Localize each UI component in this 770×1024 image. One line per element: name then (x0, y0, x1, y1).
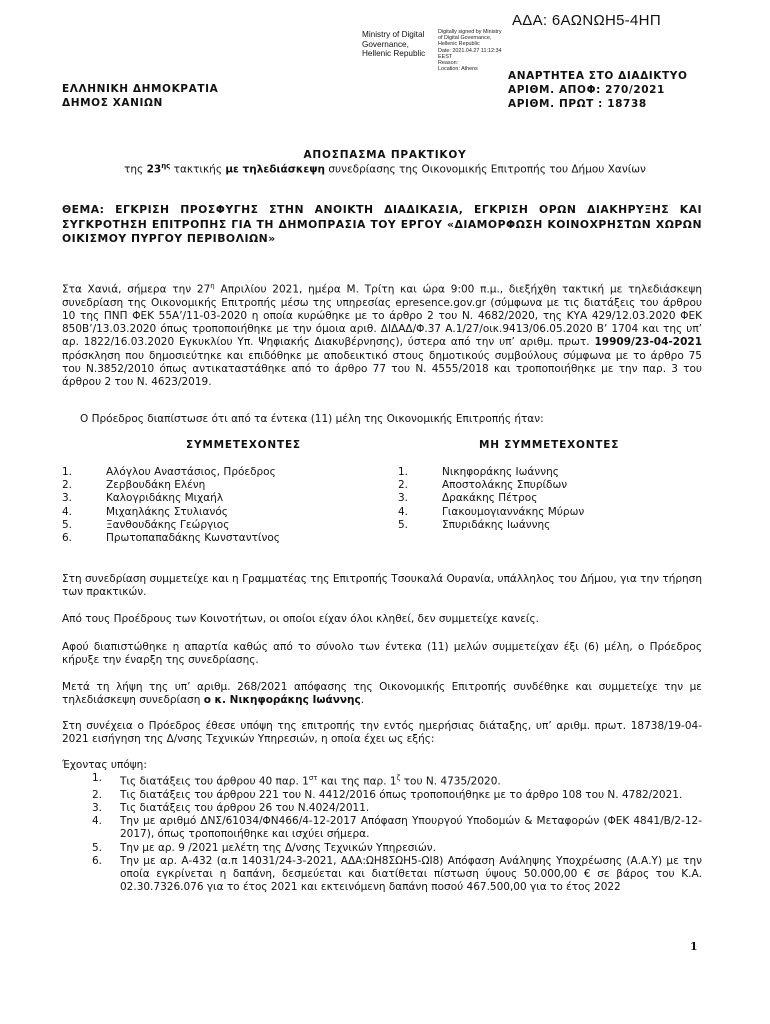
member-name: Μιχαηλάκης Στυλιανός (106, 505, 228, 518)
list-item (62, 855, 702, 895)
list-item (62, 519, 280, 532)
quorum-paragraph: Αφού διαπιστώθηκε η απαρτία καθώς από το σύνολο των έντεκα (11) μελών συμμετείχαν έξι (6) μέλη, ο Πρόεδρος κήρυξε την έναρξη της συνεδρίασης. (62, 641, 702, 667)
secretary-paragraph: Στη συνεδρίαση συμμετείχε και η Γραμματέας της Επιτροπής Τσουκαλά Ουρανία, υπάλληλος του Δήμου, για την τήρηση των πρακτικών. (62, 573, 702, 599)
list-item (62, 506, 280, 519)
item-number: 5. (398, 518, 409, 531)
signature-organization (362, 30, 425, 59)
item-text: Τις διατάξεις του άρθρου 26 του Ν.4024/2011. (120, 801, 370, 814)
member-name: Αλόγλου Αναστάσιος, Πρόεδρος (106, 466, 276, 478)
issuer-block (62, 82, 218, 110)
signature-detail-line: Location: Athens (438, 66, 478, 73)
member-name: Αποστολάκης Σπυρίδων (442, 479, 568, 492)
late-joiner-paragraph (62, 681, 702, 707)
issuer-municipality: ΔΗΜΟΣ ΧΑΝΙΩΝ (62, 97, 163, 109)
list-item (62, 479, 280, 492)
communities-paragraph: Από τους Προέδρους των Κοινοτήτων, οι οποίοι είχαν όλοι κληθεί, δεν συμμετείχε κανείς. (62, 613, 539, 625)
member-name: Ζερβουδάκη Ελένη (106, 479, 206, 492)
intro-part: Στα Χανιά, σήμερα την 27 (62, 283, 211, 296)
intro-part: πρόσκληση που δημοσιεύτηκε και επιδόθηκε με αποδεικτικό στους δημοτικούς συμβούλους σύμφωνα με το άρθρο 75 του Ν.3852/2010 όπως αντικαταστάθηκε από το άρθρο 77 του Ν. 4555/2018 και τροποποιήθηκε με την παρ. 3 του άρθρου 2 του Ν. 4623/2019. (62, 349, 702, 388)
subject-heading: ΘΕΜΑ: ΕΓΚΡΙΣΗ ΠΡΟΣΦΥΓΗΣ ΣΤΗΝ ΑΝΟΙΚΤΗ ΔΙΑΔΙΚΑΣΙΑ, ΕΓΚΡΙΣΗ ΟΡΩΝ ΔΙΑΚΗΡΥΞΗΣ ΚΑΙ ΣΥΓΚΡΟΤΗΣΗ ΕΠΙΤΡΟΠΗΣ ΓΙΑ ΤΗ ΔΗΜΟΠΡΑΣΙΑ ΤΟΥ ΕΡΓΟΥ «ΔΙΑΜΟΡΦΩΣΗ ΚΟΙΝΟΧΡΗΣΤΩΝ ΧΩΡΩΝ ΟΙΚΙΣΜΟΥ ΠΥΡΓΟΥ ΠΕΡΙΒΟΛΙΩΝ» (62, 203, 702, 245)
late-joiner-text: Μετά τη λήψη της υπ’ αριθμ. 268/2021 απόφασης της Οικονομικής Επιτροπής συνδέθηκε και συμμετείχε την με τηλεδιάσκεψη συνεδρίαση (62, 681, 702, 707)
subtitle-bold: με τηλεδιάσκεψη (225, 163, 326, 176)
item-sup: ζ (396, 774, 401, 782)
item-text: Την με αριθμό ΔΝΣ/61034/ΦΝ466/4-12-2017 Απόφαση Υπουργού Υποδομών & Μεταφορών (ΦΕΚ 4841/Β/2-12-2017), όπως τροποποιήθηκε και ισχύει σήμερα. (120, 815, 702, 841)
item-text-part: Τις διατάξεις του άρθρου 40 παρ. 1 (120, 775, 309, 788)
absent-list (398, 466, 584, 532)
list-item (62, 802, 702, 815)
item-number: 4. (398, 505, 409, 518)
signature-org-line: Ministry of Digital (362, 30, 425, 39)
member-name: Γιακουμογιαννάκης Μύρων (442, 505, 585, 518)
ada-code: ΑΔΑ: 6ΑΩΝΩΗ5-4ΗΠ (512, 12, 661, 29)
item-text: Τις διατάξεις του άρθρου 221 του Ν. 4412/2016 όπως τροποποιήθηκε με το άρθρο 108 του Ν. 4782/2021. (120, 788, 683, 801)
item-number: 4. (92, 815, 103, 828)
invitation-number: 19909/23-04-2021 (594, 336, 702, 349)
page-number: 1 (690, 940, 698, 953)
list-item (398, 492, 584, 505)
list-item (62, 532, 280, 545)
subtitle-post: συνεδρίασης της Οικονομικής Επιτροπής του Δήμου Χανίων (325, 163, 646, 176)
item-number: 2. (92, 788, 103, 801)
signature-org-line: Hellenic Republic (362, 49, 426, 58)
item-text: Την με αρ. 9 /2021 μελέτη της Δ/νσης Τεχνικών Υπηρεσιών. (120, 841, 436, 854)
publish-online-label: ΑΝΑΡΤΗΤΕΑ ΣΤΟ ΔΙΑΔΙΚΤΥΟ (508, 70, 688, 82)
item-number: 2. (398, 479, 409, 492)
decision-number: ΑΡΙΘΜ. ΑΠΟΦ: 270/2021 (508, 84, 665, 96)
list-item (62, 842, 702, 855)
item-number: 5. (62, 518, 73, 531)
list-item (398, 466, 584, 479)
item-number: 4. (62, 505, 73, 518)
item-number: 3. (398, 492, 409, 505)
item-number: 1. (92, 772, 103, 784)
list-item (62, 492, 280, 505)
signature-detail-line: Reason: (438, 60, 459, 67)
list-item (62, 466, 280, 479)
list-item (62, 789, 702, 802)
signature-detail-line: EEST (438, 53, 453, 60)
issuer-country: ΕΛΛΗΝΙΚΗ ΔΗΜΟΚΡΑΤΙΑ (62, 83, 219, 95)
list-item (398, 479, 584, 492)
member-name: Πρωτοπαπαδάκης Κωνσταντίνος (106, 532, 280, 545)
list-item (398, 519, 584, 532)
item-number: 2. (62, 479, 73, 492)
member-name: Σπυριδάκης Ιωάννης (442, 518, 551, 531)
intro-part: Απριλίου 2021, ημέρα Μ. Τρίτη και ώρα 9:00 π.μ., διεξήχθη τακτική με τηλεδιάσκεψη συνεδρίαση της Οικονομικής Επιτροπής μέσω της υπηρεσίας epresence.gov.gr (σύμφωνα με τις διατάξεις του άρθρου 10 της ΠΝΠ ΦΕΚ 55Α’/11-03-2020 η οποία κυρώθηκε με το άρθρο 2 του Ν. 4682/2020, της ΚΥΑ 429/12.03.2020 ΦΕΚ 850Β’/13.03.2020 όπως τροποποιήθηκε με την όμοια αριθ. ΔΙΔΑΔ/Φ.37 Α.1/27/οικ.9413/06.05.2020 Β’ 1704 και της υπ’ αρ. 1822/16.03.2020 Εγκυκλίου Υπ. Ψηφιακής Διακυβέρνησης), ύστερα από την υπ’ αριθμ. πρωτ. (62, 283, 702, 349)
late-joiner-end: . (360, 694, 365, 707)
member-name: Δρακάκης Πέτρος (442, 492, 538, 505)
signature-org-line: Governance, (362, 39, 409, 49)
member-name: Καλογριδάκης Μιχαήλ (106, 492, 224, 505)
intro-paragraph (62, 280, 702, 389)
subtitle-pre: της (124, 163, 147, 176)
member-name: Νικηφοράκης Ιωάννης (442, 466, 559, 478)
present-title: ΣΥΜΜΕΤΕΧΟΝΤΕΣ (186, 439, 301, 451)
signature-detail-line: Date: 2021.04.27 11:12:34 (438, 47, 502, 54)
item-number: 3. (62, 492, 73, 505)
signature-detail-line: of Digital Governance, (438, 35, 492, 42)
list-item (62, 815, 702, 841)
item-number: 3. (92, 801, 103, 814)
list-item (62, 772, 702, 789)
item-text-part: του Ν. 4735/2020. (400, 775, 501, 788)
intro-sup: η (210, 282, 215, 290)
signature-detail-line: Hellenic Republic (438, 41, 480, 48)
late-joiner-name: ο κ. Νικηφοράκης Ιωάννης (203, 694, 361, 707)
decision-info-block (508, 69, 688, 111)
item-number: 6. (62, 532, 73, 545)
item-sup: στ (308, 774, 318, 782)
subtitle-sup: ης (161, 162, 171, 170)
protocol-number: ΑΡΙΘΜ. ΠΡΩΤ : 18738 (508, 98, 647, 110)
member-name: Ξανθουδάκης Γεώργιος (106, 518, 230, 531)
present-list (62, 466, 280, 545)
item-text (92, 772, 702, 789)
list-item (398, 506, 584, 519)
subtitle-num: 23 (146, 163, 162, 176)
agenda-paragraph: Στη συνέχεια ο Πρόεδρος έθεσε υπόψη της επιτροπής την εντός ημερήσιας διάταξης, υπ’ αριθμ. πρωτ. 18738/19-04-2021 εισήγηση της Δ/νσης Τεχνικών Υπηρεσιών, η οποία έχει ως εξής: (62, 720, 702, 746)
item-text: Την με αρ. Α-432 (α.π 14031/24-3-2021, ΑΔΑ:ΩΗ8ΣΩΗ5-ΩΙ8) Απόφαση Ανάληψης Υποχρέωσης (Α.Α.Υ) με την οποία εγκρίνεται η δαπάνη, δεσμεύεται και διατίθεται πίστωση ύψους 50.000,00 € σε βάρος του Κ.Α. 02.30.7326.076 για το έτος 2021 και εκτεινόμενη δαπάνη ποσού 467.500,00 για το έτος 2022 (120, 854, 702, 894)
item-number: 5. (92, 841, 103, 854)
item-number: 1. (62, 466, 73, 478)
document-title: ΑΠΟΣΠΑΣΜΑ ΠΡΑΚΤΙΚΟΥ (303, 149, 467, 161)
considering-label: Έχοντας υπόψη: (62, 759, 147, 771)
considerations-list (62, 772, 702, 894)
item-text-part: και της παρ. 1 (317, 775, 397, 788)
signature-detail-line: Digitally signed by Ministry (438, 29, 502, 35)
item-number: 6. (92, 854, 103, 867)
quorum-intro: Ο Πρόεδρος διαπίστωσε ότι από τα έντεκα (11) μέλη της Οικονομικής Επιτροπής ήταν: (80, 413, 544, 425)
item-number: 1. (398, 466, 409, 478)
document-subtitle (0, 162, 770, 176)
absent-title: ΜΗ ΣΥΜΜΕΤΕΧΟΝΤΕΣ (479, 439, 620, 451)
subtitle-mid: τακτικής (170, 163, 226, 176)
signature-details (438, 29, 502, 72)
